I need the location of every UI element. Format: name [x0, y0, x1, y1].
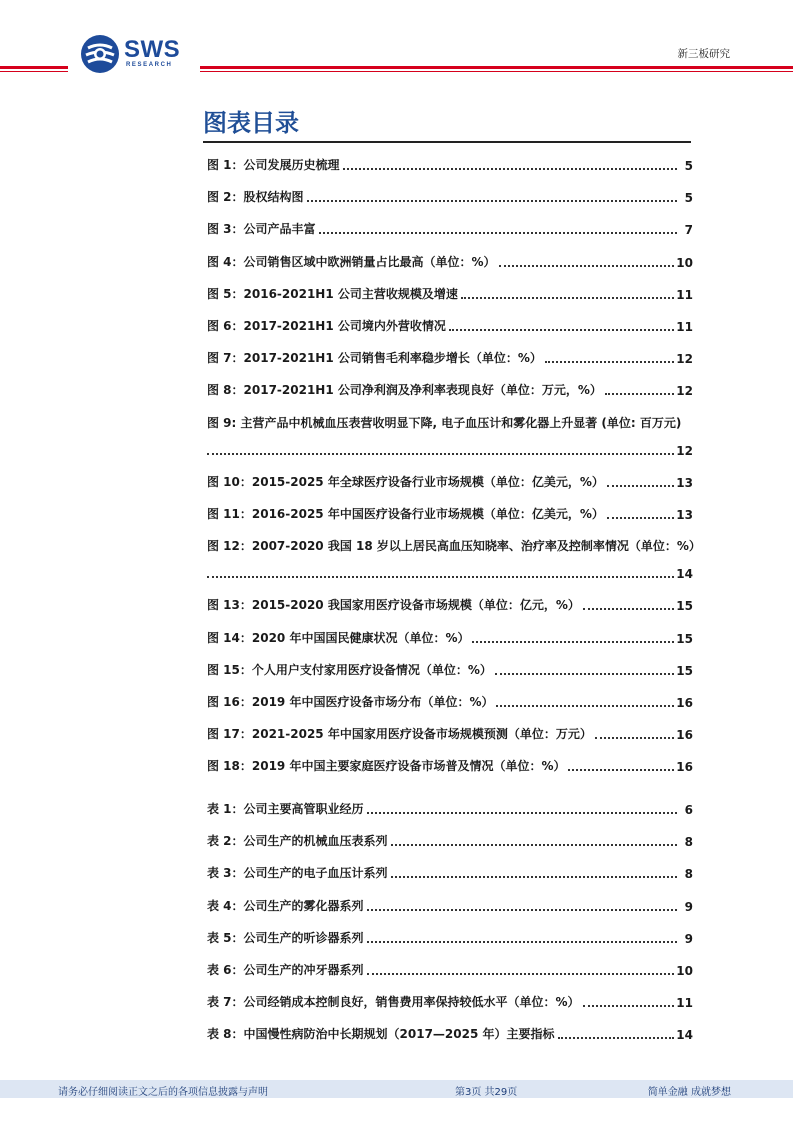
- toc-page-number: 12: [676, 352, 693, 367]
- toc-entry-label: 图 3：公司产品丰富: [207, 222, 316, 237]
- logo-subtitle: RESEARCH: [126, 62, 173, 68]
- footer-disclaimer: 请务必仔细阅读正文之后的各项信息披露与声明: [58, 1087, 268, 1098]
- toc-entry-label: 图 13：2015-2020 我国家用医疗设备市场规模（单位：亿元，%）: [207, 598, 580, 613]
- toc-page-number: 14: [676, 567, 693, 582]
- toc-dot-leader: [472, 641, 674, 643]
- footer-page-info: 第3页 共29页: [455, 1087, 518, 1098]
- toc-page-number: 11: [676, 320, 693, 334]
- toc-dot-leader: [207, 453, 674, 455]
- toc-table-entry[interactable]: [207, 797, 693, 817]
- logo-name: SWS: [124, 36, 181, 63]
- toc-figure-entry[interactable]: [207, 185, 693, 205]
- toc-figure-entry[interactable]: [207, 470, 693, 490]
- toc-dot-leader: [607, 517, 674, 519]
- toc-figure-entry[interactable]: [207, 378, 693, 398]
- toc-page-number: 11: [676, 996, 693, 1011]
- toc-table-entry[interactable]: [207, 894, 693, 914]
- toc-entry-label: 图 8：2017-2021H1 公司净利润及净利率表现良好（单位：万元，%）: [207, 383, 602, 398]
- toc-dot-leader: [545, 361, 674, 363]
- toc-entry-label: 表 1：公司主要高管职业经历: [207, 802, 364, 816]
- toc-figure-entry[interactable]: [207, 754, 693, 774]
- header-rule-left-thin: [0, 71, 68, 72]
- toc-figure-entry[interactable]: [207, 534, 701, 554]
- toc-dot-leader: [343, 168, 677, 170]
- toc-entry-label: 图 15：个人用户支付家用医疗设备情况（单位：%）: [207, 662, 492, 677]
- toc-entry-label: 表 7：公司经销成本控制良好，销售费用率保持较低水平（单位：%）: [207, 995, 580, 1010]
- toc-entry-label: 图 9: 主营产品中机械血压表营收明显下降, 电子血压计和雾化器上升显著 (单位: 百万元): [207, 415, 682, 430]
- toc-entry-label: 图 12：2007-2020 我国 18 岁以上居民高血压知晓率、治疗率及控制率情况（单位：%）: [207, 539, 701, 554]
- toc-figure-entry[interactable]: [207, 411, 693, 431]
- toc-page-number: 13: [676, 475, 693, 490]
- toc-table-entry[interactable]: [207, 990, 693, 1010]
- toc-entry-label: 图 5：2016-2021H1 公司主营收规模及增速: [207, 286, 458, 301]
- toc-page-number: 6: [684, 803, 693, 817]
- toc-dot-leader: [605, 393, 674, 395]
- toc-dot-leader: [496, 705, 674, 707]
- toc-dot-leader: [391, 876, 677, 878]
- toc-table-entry[interactable]: [207, 958, 693, 978]
- toc-dot-leader: [499, 265, 675, 267]
- toc-figure-entry[interactable]: [207, 250, 693, 270]
- toc-figure-entry[interactable]: [207, 593, 693, 613]
- toc-figure-entry[interactable]: [207, 690, 693, 710]
- toc-table-entry[interactable]: [207, 1022, 693, 1042]
- toc-dot-leader: [558, 1037, 675, 1039]
- toc-page-number: 5: [684, 191, 693, 206]
- toc-dot-leader: [583, 608, 674, 610]
- toc-page-number: 10: [676, 255, 693, 270]
- toc-dot-leader: [367, 973, 675, 975]
- toc-dot-leader: [367, 941, 677, 943]
- toc-figure-entry[interactable]: [207, 314, 693, 334]
- toc-dot-leader: [307, 200, 677, 202]
- toc-entry-label: 图 1：公司发展历史梳理: [207, 158, 340, 172]
- toc-page-number: 11: [676, 287, 693, 302]
- toc-page-number: 12: [676, 443, 693, 458]
- toc-page-number: 15: [676, 631, 693, 646]
- toc-table-entry[interactable]: [207, 926, 693, 946]
- toc-page-number: 16: [676, 696, 693, 710]
- toc-page-number: 16: [676, 760, 693, 775]
- toc-dot-leader: [607, 485, 674, 487]
- header-rule-right-thin: [200, 71, 793, 72]
- report-type: 新三板研究: [677, 48, 730, 60]
- toc-figure-entry[interactable]: [207, 658, 693, 678]
- toc-entry-label: 图 16：2019 年中国医疗设备市场分布（单位：%）: [207, 695, 494, 709]
- toc-entry-label: 图 17：2021-2025 年中国家用医疗设备市场规模预测（单位：万元）: [207, 727, 592, 742]
- toc-page-number: 15: [676, 663, 693, 678]
- toc-entry-label: 图 14：2020 年中国国民健康状况（单位：%）: [207, 630, 470, 645]
- toc-page-number: 12: [676, 384, 693, 399]
- toc-entry-label: 表 4：公司生产的雾化器系列: [207, 898, 364, 913]
- toc-dot-leader: [207, 576, 674, 578]
- toc-figure-entry-continued[interactable]: [207, 438, 693, 458]
- toc-table-entry[interactable]: [207, 829, 693, 849]
- toc-entry-label: 表 3：公司生产的电子血压计系列: [207, 866, 388, 881]
- toc-figure-entry[interactable]: [207, 282, 693, 302]
- toc-dot-leader: [568, 769, 674, 771]
- toc-page-number: 16: [676, 728, 693, 743]
- toc-figure-entry[interactable]: [207, 346, 693, 366]
- toc-page-number: 9: [684, 899, 693, 914]
- toc-entry-label: 表 8：中国慢性病防治中长期规划（2017—2025 年）主要指标: [207, 1027, 555, 1042]
- toc-entry-label: 图 2：股权结构图: [207, 190, 304, 205]
- toc-page-number: 5: [684, 159, 693, 173]
- toc-entry-label: 图 18：2019 年中国主要家庭医疗设备市场普及情况（单位：%）: [207, 759, 566, 774]
- toc-page-number: 8: [684, 835, 693, 850]
- toc-title: 图表目录: [203, 109, 299, 137]
- toc-page-number: 14: [676, 1028, 693, 1043]
- toc-figure-entry[interactable]: [207, 722, 693, 742]
- toc-entry-label: 图 4：公司销售区域中欧洲销量占比最高（单位：%）: [207, 254, 496, 269]
- company-logo: [80, 34, 200, 76]
- toc-entry-label: 表 2：公司生产的机械血压表系列: [207, 834, 388, 849]
- toc-dot-leader: [449, 329, 674, 331]
- toc-page-number: 10: [676, 964, 693, 978]
- toc-dot-leader: [367, 812, 677, 814]
- toc-entry-label: 表 6：公司生产的冲牙器系列: [207, 963, 364, 977]
- toc-figure-entry[interactable]: [207, 502, 693, 522]
- toc-figure-entry[interactable]: [207, 217, 693, 237]
- toc-entry-label: 图 6：2017-2021H1 公司境内外营收情况: [207, 319, 446, 333]
- title-underline: [203, 141, 691, 143]
- toc-entry-label: 图 10：2015-2025 年全球医疗设备行业市场规模（单位：亿美元，%）: [207, 474, 604, 489]
- toc-page-number: 7: [684, 223, 693, 238]
- toc-dot-leader: [319, 232, 677, 234]
- toc-page-number: 13: [676, 508, 693, 522]
- toc-dot-leader: [495, 673, 674, 675]
- toc-entry-label: 图 11：2016-2025 年中国医疗设备行业市场规模（单位：亿美元，%）: [207, 507, 604, 521]
- toc-entry-label: 图 7：2017-2021H1 公司销售毛利率稳步增长（单位：%）: [207, 351, 542, 366]
- toc-page-number: 9: [684, 931, 693, 946]
- toc-figure-entry[interactable]: [207, 626, 693, 646]
- toc-figure-entry[interactable]: [207, 153, 693, 173]
- sws-logo-icon: [80, 34, 120, 74]
- toc-dot-leader: [461, 297, 674, 299]
- header-rule-left: [0, 66, 68, 69]
- toc-dot-leader: [391, 844, 677, 846]
- toc-page-number: 8: [684, 867, 693, 882]
- toc-table-entry[interactable]: [207, 861, 693, 881]
- toc-dot-leader: [583, 1005, 675, 1007]
- toc-dot-leader: [367, 909, 677, 911]
- header-rule-right: [200, 66, 793, 69]
- toc-page-number: 15: [676, 599, 693, 614]
- toc-figure-entry-continued[interactable]: [207, 561, 693, 581]
- footer-bar: [0, 1080, 793, 1098]
- footer-slogan: 简单金融 成就梦想: [647, 1087, 731, 1098]
- toc-entry-label: 表 5：公司生产的听诊器系列: [207, 930, 364, 945]
- toc-dot-leader: [595, 737, 674, 739]
